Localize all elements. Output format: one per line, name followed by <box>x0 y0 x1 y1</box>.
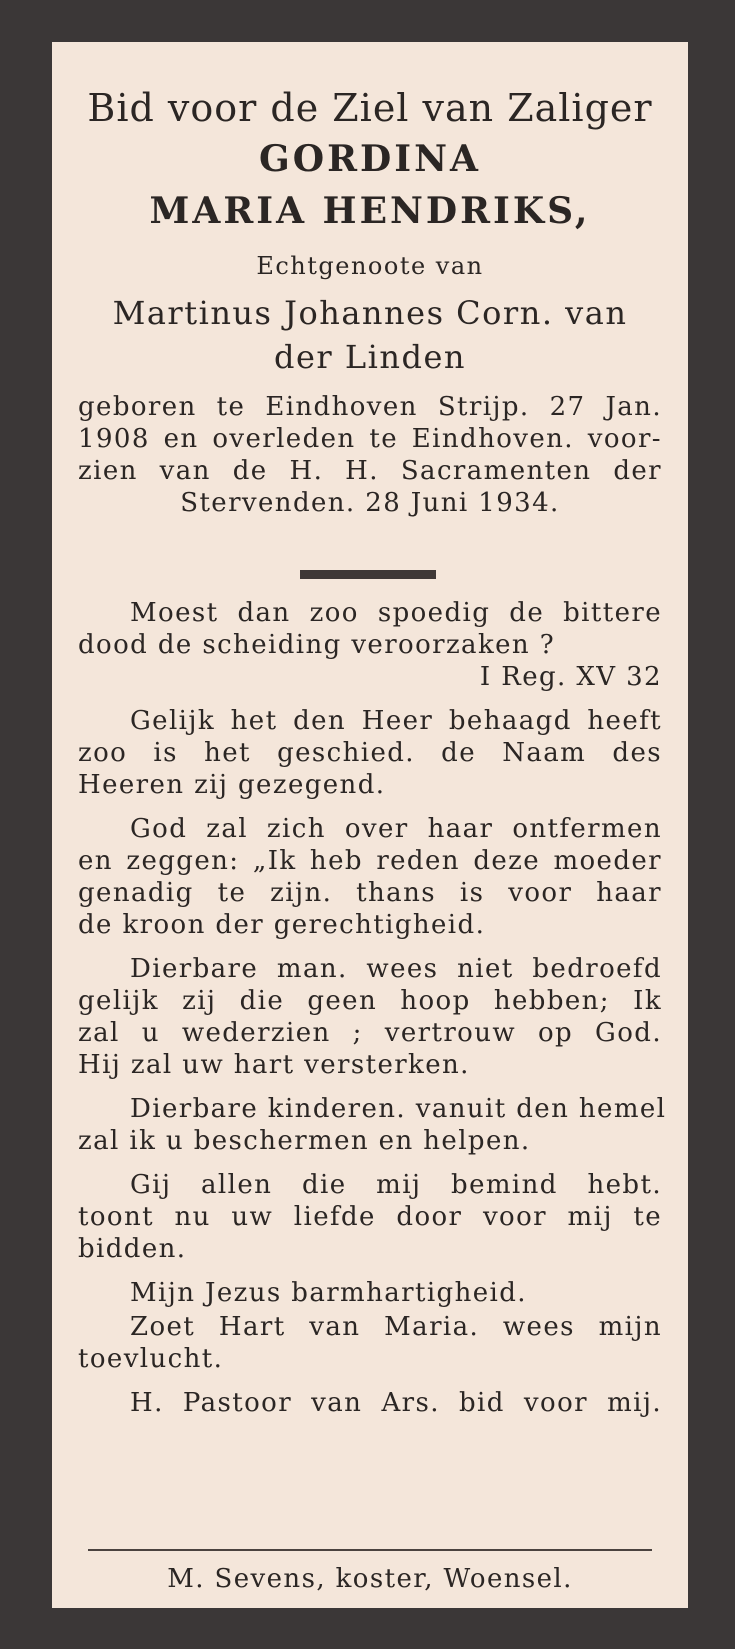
deceased-first-name: GORDINA <box>259 138 481 180</box>
verse-line: Dierbare kinderen. vanuit den hemel <box>130 1094 667 1124</box>
birth-death-line: Stervenden. 28 Juni 1934. <box>180 488 560 518</box>
verse-line: en zeggen: „Ik heb reden deze moeder <box>78 846 662 876</box>
footer-rule <box>88 1549 652 1551</box>
prayer-heading: Bid voor de Ziel van Zaliger <box>87 86 653 130</box>
verse-line: zoo is het geschied. de Naam des <box>78 738 662 768</box>
printer-credit: M. Sevens, koster, Woensel. <box>167 1564 573 1594</box>
verse-line: God zal zich over haar ontfermen <box>130 814 662 844</box>
verse-line: zal u wederzien ; vertrouw op God. <box>78 1018 662 1048</box>
verse-line: Moest dan zoo spoedig de bittere <box>130 598 662 628</box>
verse-line: bidden. <box>78 1234 187 1264</box>
spouse-name-line1: Martinus Johannes Corn. van <box>112 294 628 332</box>
deceased-surname: MARIA HENDRIKS, <box>149 190 591 232</box>
verse-line: toevlucht. <box>78 1344 224 1374</box>
verse-line: genadig te zijn. thans is voor haar <box>78 878 662 908</box>
verse-line: toont nu uw liefde door voor mij te <box>78 1202 662 1232</box>
birth-death-line: zien van de H. H. Sacramenten der <box>78 456 662 486</box>
verse-line: Dierbare man. wees niet bedroefd <box>130 954 662 984</box>
verse-reference: I Reg. XV 32 <box>479 662 662 692</box>
verse-line: dood de scheiding veroorzaken ? <box>78 630 556 660</box>
verse-line: Heeren zij gezegend. <box>78 770 386 800</box>
verse-line: Gij allen die mij bemind hebt. <box>130 1170 662 1200</box>
verse-line: Gelijk het den Heer behaagd heeft <box>130 706 662 736</box>
verse-line: Zoet Hart van Maria. wees mijn <box>130 1312 662 1342</box>
verse-line: zal ik u beschermen en helpen. <box>78 1126 531 1156</box>
verse-line: gelijk zij die geen hoop hebben; Ik <box>78 986 662 1016</box>
birth-death-line: geboren te Eindhoven Strijp. 27 Jan. <box>78 392 662 422</box>
verse-line: Mijn Jezus barmhartigheid. <box>130 1278 527 1308</box>
spouse-name-line2: der Linden <box>273 338 466 376</box>
ornament-divider <box>300 570 436 579</box>
prayer-card <box>52 42 688 1608</box>
verse-line: H. Pastoor van Ars. bid voor mij. <box>130 1388 662 1418</box>
verse-line: Hij zal uw hart versterken. <box>78 1050 470 1080</box>
verse-line: de kroon der gerechtigheid. <box>78 910 486 940</box>
birth-death-line: 1908 en overleden te Eindhoven. voor- <box>78 424 662 454</box>
spouse-label: Echtgenoote van <box>256 252 484 280</box>
